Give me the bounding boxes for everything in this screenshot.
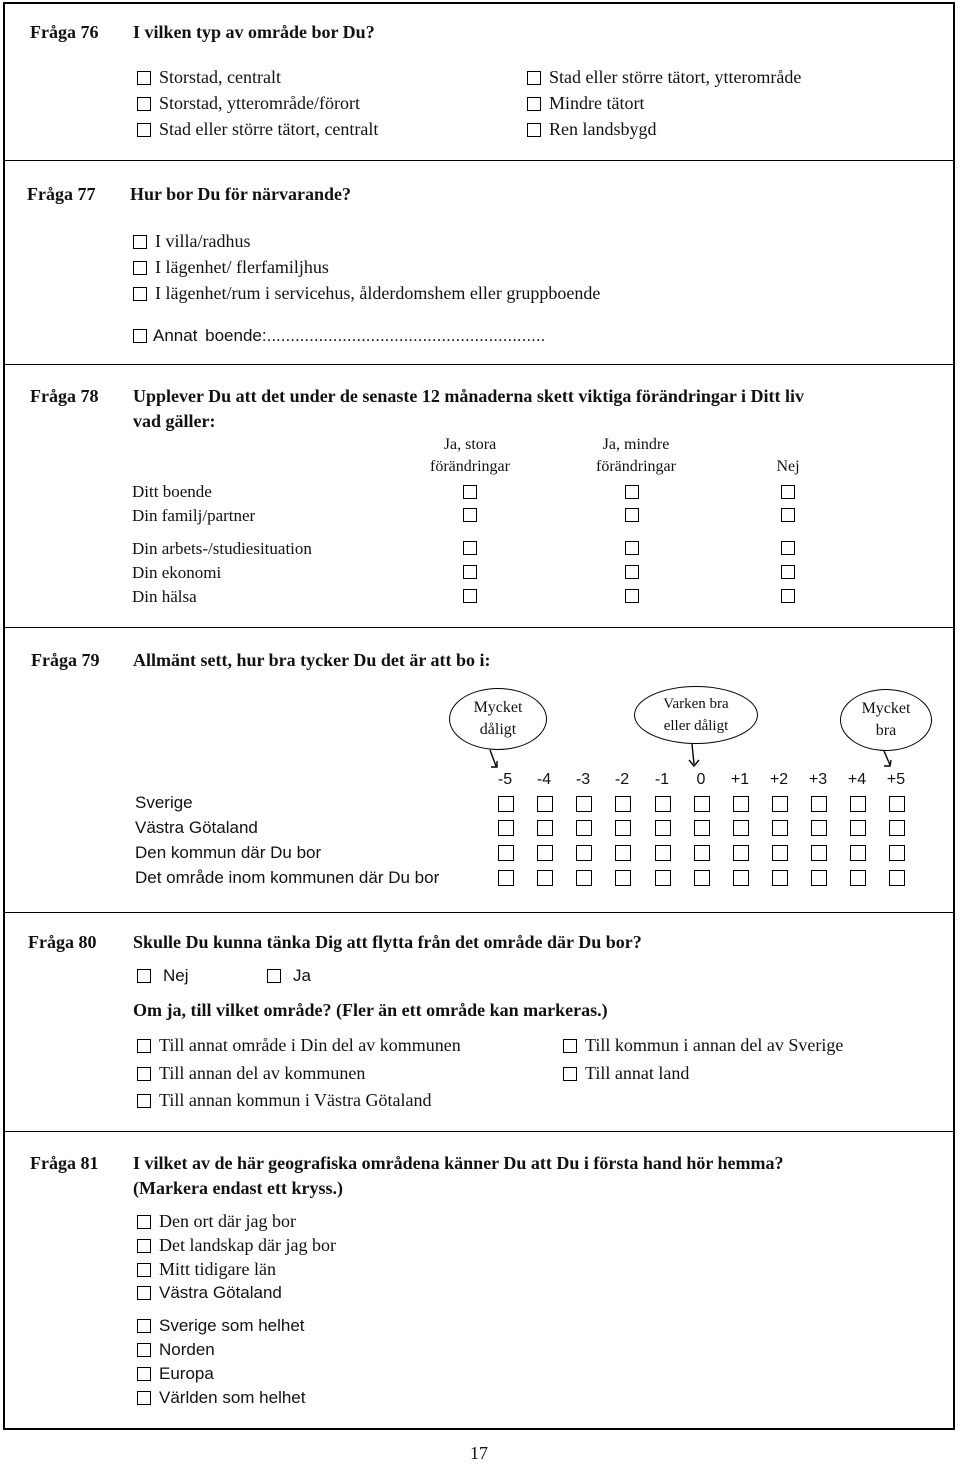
checkbox[interactable] <box>563 1067 577 1081</box>
q79-rating-checkbox[interactable] <box>811 820 827 836</box>
q79-rating-checkbox[interactable] <box>537 820 553 836</box>
checkbox[interactable] <box>137 1239 151 1253</box>
divider <box>3 1131 955 1132</box>
q76-option-mindre-tatort[interactable]: Mindre tätort <box>527 93 644 114</box>
q76-option-storstad-ytteromrade[interactable]: Storstad, ytterområde/förort <box>137 93 360 114</box>
q79-rating-checkbox[interactable] <box>576 870 592 886</box>
q79-row-label: Den kommun där Du bor <box>135 843 322 862</box>
q79-rating-checkbox[interactable] <box>694 820 710 836</box>
q80-option-annat-land[interactable]: Till annat land <box>563 1063 689 1084</box>
question-81-text: I vilket av de här geografiska områdena känner Du att Du i första hand hör hemma? <box>133 1153 784 1173</box>
divider <box>3 912 955 913</box>
question-79-text: Allmänt sett, hur bra tycker Du det är att bo i: <box>133 650 491 670</box>
question-78-text-cont: vad gäller: <box>133 411 216 431</box>
q79-rating-checkbox[interactable] <box>498 845 514 861</box>
q78-col-header-stora: Ja, stora förändringar <box>430 436 510 475</box>
question-78-number: Fråga 78 <box>30 386 99 406</box>
q79-rating-checkbox[interactable] <box>889 845 905 861</box>
q79-rating-checkbox[interactable] <box>889 796 905 812</box>
scale-value-label: +5 <box>886 771 906 788</box>
q79-rating-checkbox[interactable] <box>811 870 827 886</box>
q79-rating-checkbox[interactable] <box>772 845 788 861</box>
q78-col-header-nej: Nej <box>776 458 800 475</box>
q78-row-label: Din hälsa <box>132 587 197 606</box>
q77-option-servicehus[interactable]: I lägenhet/rum i servicehus, ålderdomshem eller gruppboende <box>133 283 600 304</box>
q78-row-label: Din arbets-/studiesituation <box>132 539 312 558</box>
q81-option-sverige[interactable]: Sverige som helhet <box>137 1316 305 1336</box>
q79-rating-checkbox[interactable] <box>615 820 631 836</box>
q77-option-annat-boende[interactable]: Annat boende:........................................................... <box>133 326 545 346</box>
q79-rating-checkbox[interactable] <box>537 870 553 886</box>
q79-rating-checkbox[interactable] <box>772 796 788 812</box>
q79-rating-checkbox[interactable] <box>694 870 710 886</box>
q81-option-varlden[interactable]: Världen som helhet <box>137 1388 305 1408</box>
scale-value-label: -1 <box>654 771 670 788</box>
q79-rating-checkbox[interactable] <box>694 796 710 812</box>
q79-rating-checkbox[interactable] <box>498 870 514 886</box>
q79-rating-checkbox[interactable] <box>889 870 905 886</box>
q79-rating-checkbox[interactable] <box>850 820 866 836</box>
checkbox[interactable] <box>137 969 151 983</box>
checkbox[interactable] <box>137 1215 151 1229</box>
q79-rating-checkbox[interactable] <box>733 870 749 886</box>
question-77-number: Fråga 77 <box>27 184 96 204</box>
q78-row-label: Ditt boende <box>132 482 212 501</box>
q80-option-annan-del[interactable]: Till annan del av kommunen <box>137 1063 365 1084</box>
q79-rating-checkbox[interactable] <box>537 845 553 861</box>
q79-rating-checkbox[interactable] <box>615 796 631 812</box>
checkbox[interactable] <box>137 1391 151 1405</box>
q76-option-stad-centralt[interactable]: Stad eller större tätort, centralt <box>137 119 378 140</box>
checkbox[interactable] <box>137 1067 151 1081</box>
q80-option-ja[interactable]: Ja <box>267 966 311 986</box>
q79-rating-checkbox[interactable] <box>655 796 671 812</box>
q81-option-landskap[interactable]: Det landskap där jag bor <box>137 1235 336 1256</box>
q79-rating-checkbox[interactable] <box>615 845 631 861</box>
q79-rating-checkbox[interactable] <box>811 845 827 861</box>
q80-option-kommun-sverige[interactable]: Till kommun i annan del av Sverige <box>563 1035 843 1056</box>
q78-col-header-mindre: Ja, mindre förändringar <box>596 436 676 475</box>
q79-rating-checkbox[interactable] <box>850 845 866 861</box>
question-79-number: Fråga 79 <box>31 650 100 670</box>
scale-value-label: -2 <box>614 771 630 788</box>
q79-rating-checkbox[interactable] <box>615 870 631 886</box>
q79-rating-checkbox[interactable] <box>733 796 749 812</box>
q79-rating-checkbox[interactable] <box>576 796 592 812</box>
q79-rating-checkbox[interactable] <box>655 870 671 886</box>
scale-value-label: +2 <box>769 771 789 788</box>
q77-option-lagenhet[interactable]: I lägenhet/ flerfamiljhus <box>133 257 329 278</box>
question-80-number: Fråga 80 <box>28 932 97 952</box>
q79-rating-checkbox[interactable] <box>772 870 788 886</box>
q79-rating-checkbox[interactable] <box>733 845 749 861</box>
q80-option-nej[interactable]: Nej <box>137 966 189 986</box>
checkbox[interactable] <box>137 1286 151 1300</box>
arrow-icon <box>884 751 890 765</box>
question-81-number: Fråga 81 <box>30 1153 99 1173</box>
scale-value-label: -4 <box>536 771 552 788</box>
question-76-text: I vilken typ av område bor Du? <box>133 22 375 42</box>
checkbox[interactable] <box>137 1094 151 1108</box>
q80-option-annat-omrade[interactable]: Till annat område i Din del av kommunen <box>137 1035 461 1056</box>
arrow-icon <box>490 750 496 766</box>
q76-option-storstad-centralt[interactable]: Storstad, centralt <box>137 67 281 88</box>
q79-rating-checkbox[interactable] <box>537 796 553 812</box>
page-number: 17 <box>470 1443 488 1463</box>
q79-row-label: Västra Götaland <box>135 818 258 837</box>
question-78-text: Upplever Du att det under de senaste 12 månaderna skett viktiga förändringar i Ditt liv <box>133 386 805 406</box>
q79-row-label: Sverige <box>135 793 193 812</box>
q79-rating-checkbox[interactable] <box>576 845 592 861</box>
checkbox[interactable] <box>267 969 281 983</box>
q79-rating-checkbox[interactable] <box>889 820 905 836</box>
checkbox[interactable] <box>137 1039 151 1053</box>
q78-row-label: Din familj/partner <box>132 506 256 525</box>
question-80-text: Skulle Du kunna tänka Dig att flytta från det område där Du bor? <box>133 932 642 952</box>
checkbox[interactable] <box>137 1263 151 1277</box>
q79-rating-checkbox[interactable] <box>850 870 866 886</box>
q79-rating-checkbox[interactable] <box>811 796 827 812</box>
q79-rating-checkbox[interactable] <box>772 820 788 836</box>
scale-value-label: -3 <box>575 771 591 788</box>
q79-rating-checkbox[interactable] <box>498 820 514 836</box>
question-77-text: Hur bor Du för närvarande? <box>130 184 352 204</box>
checkbox[interactable] <box>563 1039 577 1053</box>
q79-rating-checkbox[interactable] <box>498 796 514 812</box>
q79-rating-checkbox[interactable] <box>733 820 749 836</box>
checkbox[interactable] <box>137 1319 151 1333</box>
q76-option-ren-landsbygd[interactable]: Ren landsbygd <box>527 119 657 140</box>
q81-option-lan[interactable]: Mitt tidigare län <box>137 1259 276 1280</box>
q79-rating-checkbox[interactable] <box>576 820 592 836</box>
question-81-instruction: (Markera endast ett kryss.) <box>133 1178 343 1198</box>
q79-row-label: Det område inom kommunen där Du bor <box>135 868 440 887</box>
scale-value-label: +1 <box>730 771 750 788</box>
q80-option-annan-kommun[interactable]: Till annan kommun i Västra Götaland <box>137 1090 431 1111</box>
scale-anchor-varken: Varken bra eller dåligt <box>634 686 758 744</box>
q79-rating-checkbox[interactable] <box>694 845 710 861</box>
q81-option-europa[interactable]: Europa <box>137 1364 214 1384</box>
scale-anchor-mycket-bra: Mycket bra <box>840 689 932 751</box>
q79-rating-checkbox[interactable] <box>655 845 671 861</box>
q81-option-vastra-gotaland[interactable]: Västra Götaland <box>137 1283 282 1303</box>
question-80-followup: Om ja, till vilket område? (Fler än ett område kan markeras.) <box>133 1000 608 1020</box>
scale-value-label: +3 <box>808 771 828 788</box>
q76-option-stad-ytteromrade[interactable]: Stad eller större tätort, ytterområde <box>527 67 801 88</box>
checkbox[interactable] <box>137 1367 151 1381</box>
q78-row-label: Din ekonomi <box>132 563 222 582</box>
q79-rating-checkbox[interactable] <box>655 820 671 836</box>
scale-value-label: -5 <box>497 771 513 788</box>
checkbox[interactable] <box>137 1343 151 1357</box>
q81-option-ort[interactable]: Den ort där jag bor <box>137 1211 296 1232</box>
scale-value-label: +4 <box>847 771 867 788</box>
arrow-icon <box>692 744 694 764</box>
scale-value-label: 0 <box>696 771 706 788</box>
q79-rating-checkbox[interactable] <box>850 796 866 812</box>
question-76-number: Fråga 76 <box>30 22 99 42</box>
q77-option-villa[interactable]: I villa/radhus <box>133 231 250 252</box>
scale-anchor-mycket-daligt: Mycket dåligt <box>449 688 547 750</box>
q81-option-norden[interactable]: Norden <box>137 1340 215 1360</box>
